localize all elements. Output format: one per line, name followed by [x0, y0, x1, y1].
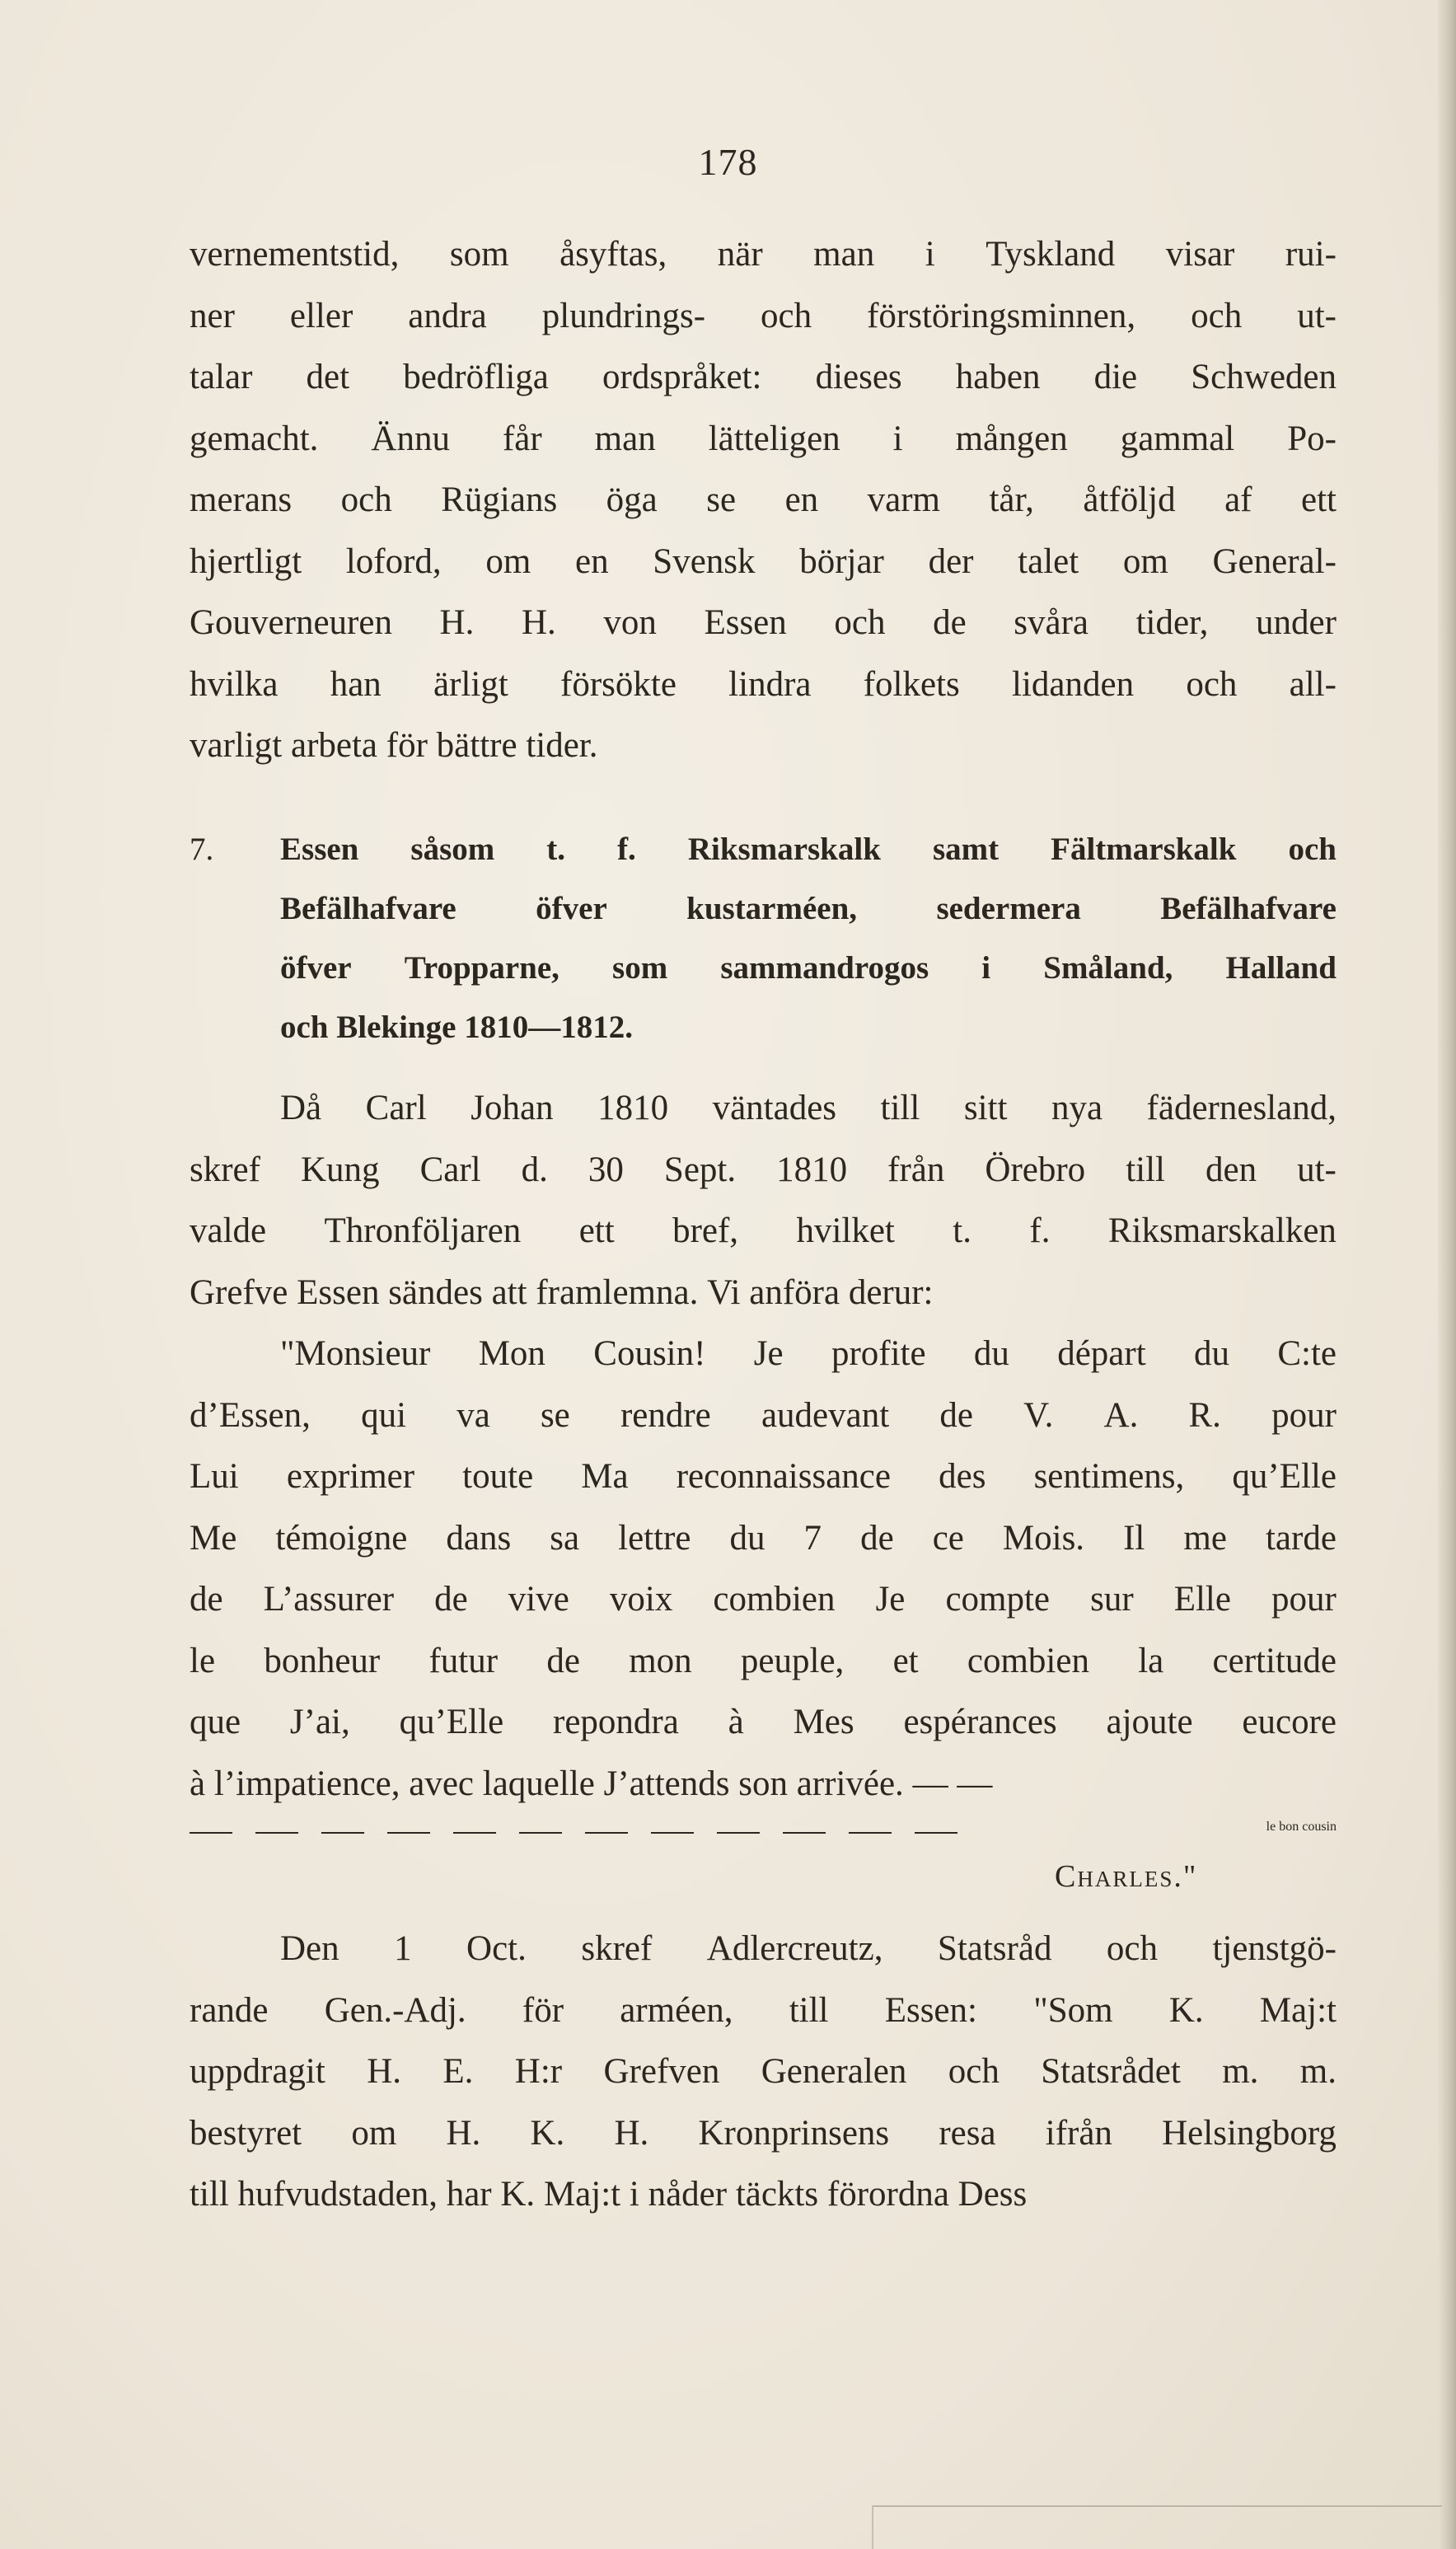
text-line: Grefve Essen sändes att framlemna. Vi anföra derur: — [190, 1272, 934, 1312]
paragraph-2 — [190, 1078, 1337, 1324]
text-line: à l’impatience, avec laquelle J’attends son arrivée. — — — [190, 1764, 993, 1803]
heading-line: 7. Essen såsom t. f. Riksmarskalk samt Fältmarskalk och — [190, 820, 1337, 879]
scan-border-line — [873, 2505, 1442, 2507]
scan-border-corner — [872, 2505, 873, 2549]
text-line: valde Thronföljaren ett bref, hvilket t. f. Riksmarskalken — [190, 1211, 1337, 1250]
text-line: Den 1 Oct. skref Adlercreutz, Statsråd och tjenstgö- — [280, 1929, 1337, 1968]
text-line: Gouverneuren H. H. von Essen och de svåra tider, under — [190, 603, 1337, 642]
text-line: merans och Rügians öga se en varm tår, åtföljd af ett — [190, 480, 1337, 519]
paragraph-3 — [190, 1919, 1337, 2226]
text-line: varligt arbeta för bättre tider. — [190, 726, 598, 765]
text-line: ner eller andra plundrings- och förstöringsminnen, och ut- — [190, 296, 1337, 335]
heading-line: öfver Tropparne, som sammandrogos i Småland, Halland — [280, 950, 1337, 986]
page-edge — [1438, 0, 1456, 2549]
text-line: till hufvudstaden, har K. Maj:t i nåder täckts förordna Dess — [190, 2175, 1028, 2214]
text-line: Då Carl Johan 1810 väntades till sitt nya fädernesland, — [280, 1089, 1337, 1127]
heading-line: och Blekinge 1810—1812. — [280, 1010, 633, 1045]
page-number: 178 — [698, 141, 758, 183]
paragraph-1 — [190, 224, 1337, 777]
text-line: "Monsieur Mon Cousin! Je profite du départ du C:te — [280, 1334, 1337, 1373]
text-line: Me témoigne dans sa lettre du 7 de ce Mois. Il me tarde — [190, 1518, 1337, 1558]
text-line: skref Kung Carl d. 30 Sept. 1810 från Örebro till den ut- — [190, 1150, 1337, 1189]
letter-signature: Charles." — [1055, 1859, 1198, 1894]
text-line: uppdragit H. E. H:r Grefven Generalen och Statsrådet m. m. — [190, 2052, 1337, 2091]
text-line: rande Gen.-Adj. för arméen, till Essen: "Som K. Maj:t — [190, 1990, 1337, 2030]
text-line: talar det bedröfliga ordspråket: dieses haben die Schweden — [190, 358, 1337, 396]
ellipsis-dashes — [190, 1820, 957, 1834]
heading-line: Befälhafvare öfver kustarméen, sedermera Befälhafvare — [280, 891, 1337, 926]
text-line: de L’assurer de vive voix combien Je compte sur Elle pour — [190, 1580, 1337, 1619]
text-line: que J’ai, qu’Elle repondra à Mes espérances ajoute eucore — [190, 1703, 1337, 1741]
text-line: Lui exprimer toute Ma reconnaissance des sentimens, qu’Elle — [190, 1457, 1337, 1496]
letter-quote — [190, 1324, 1337, 1815]
text-line: hjertligt loford, om en Svensk börjar der talet om General- — [190, 541, 1337, 581]
text-line: vernementstid, som åsyftas, när man i Tyskland visar rui- — [190, 235, 1337, 274]
text-line: le bonheur futur de mon peuple, et combien la certitude — [190, 1641, 1337, 1680]
letter-closing-line — [190, 1797, 1337, 1858]
section-heading — [190, 820, 1337, 1057]
text-line: gemacht. Ännu får man lätteligen i mången gammal Po- — [190, 419, 1337, 458]
text-line: hvilka han ärligt försökte lindra folkets lidanden och all- — [190, 664, 1337, 704]
text-line: d’Essen, qui va se rendre audevant de V. A. R. pour — [190, 1395, 1337, 1435]
letter-closing: le bon cousin — [1266, 1820, 1337, 1834]
section-number: 7. — [190, 832, 214, 867]
text-line: bestyret om H. K. H. Kronprinsens resa ifrån Helsingborg — [190, 2113, 1337, 2153]
